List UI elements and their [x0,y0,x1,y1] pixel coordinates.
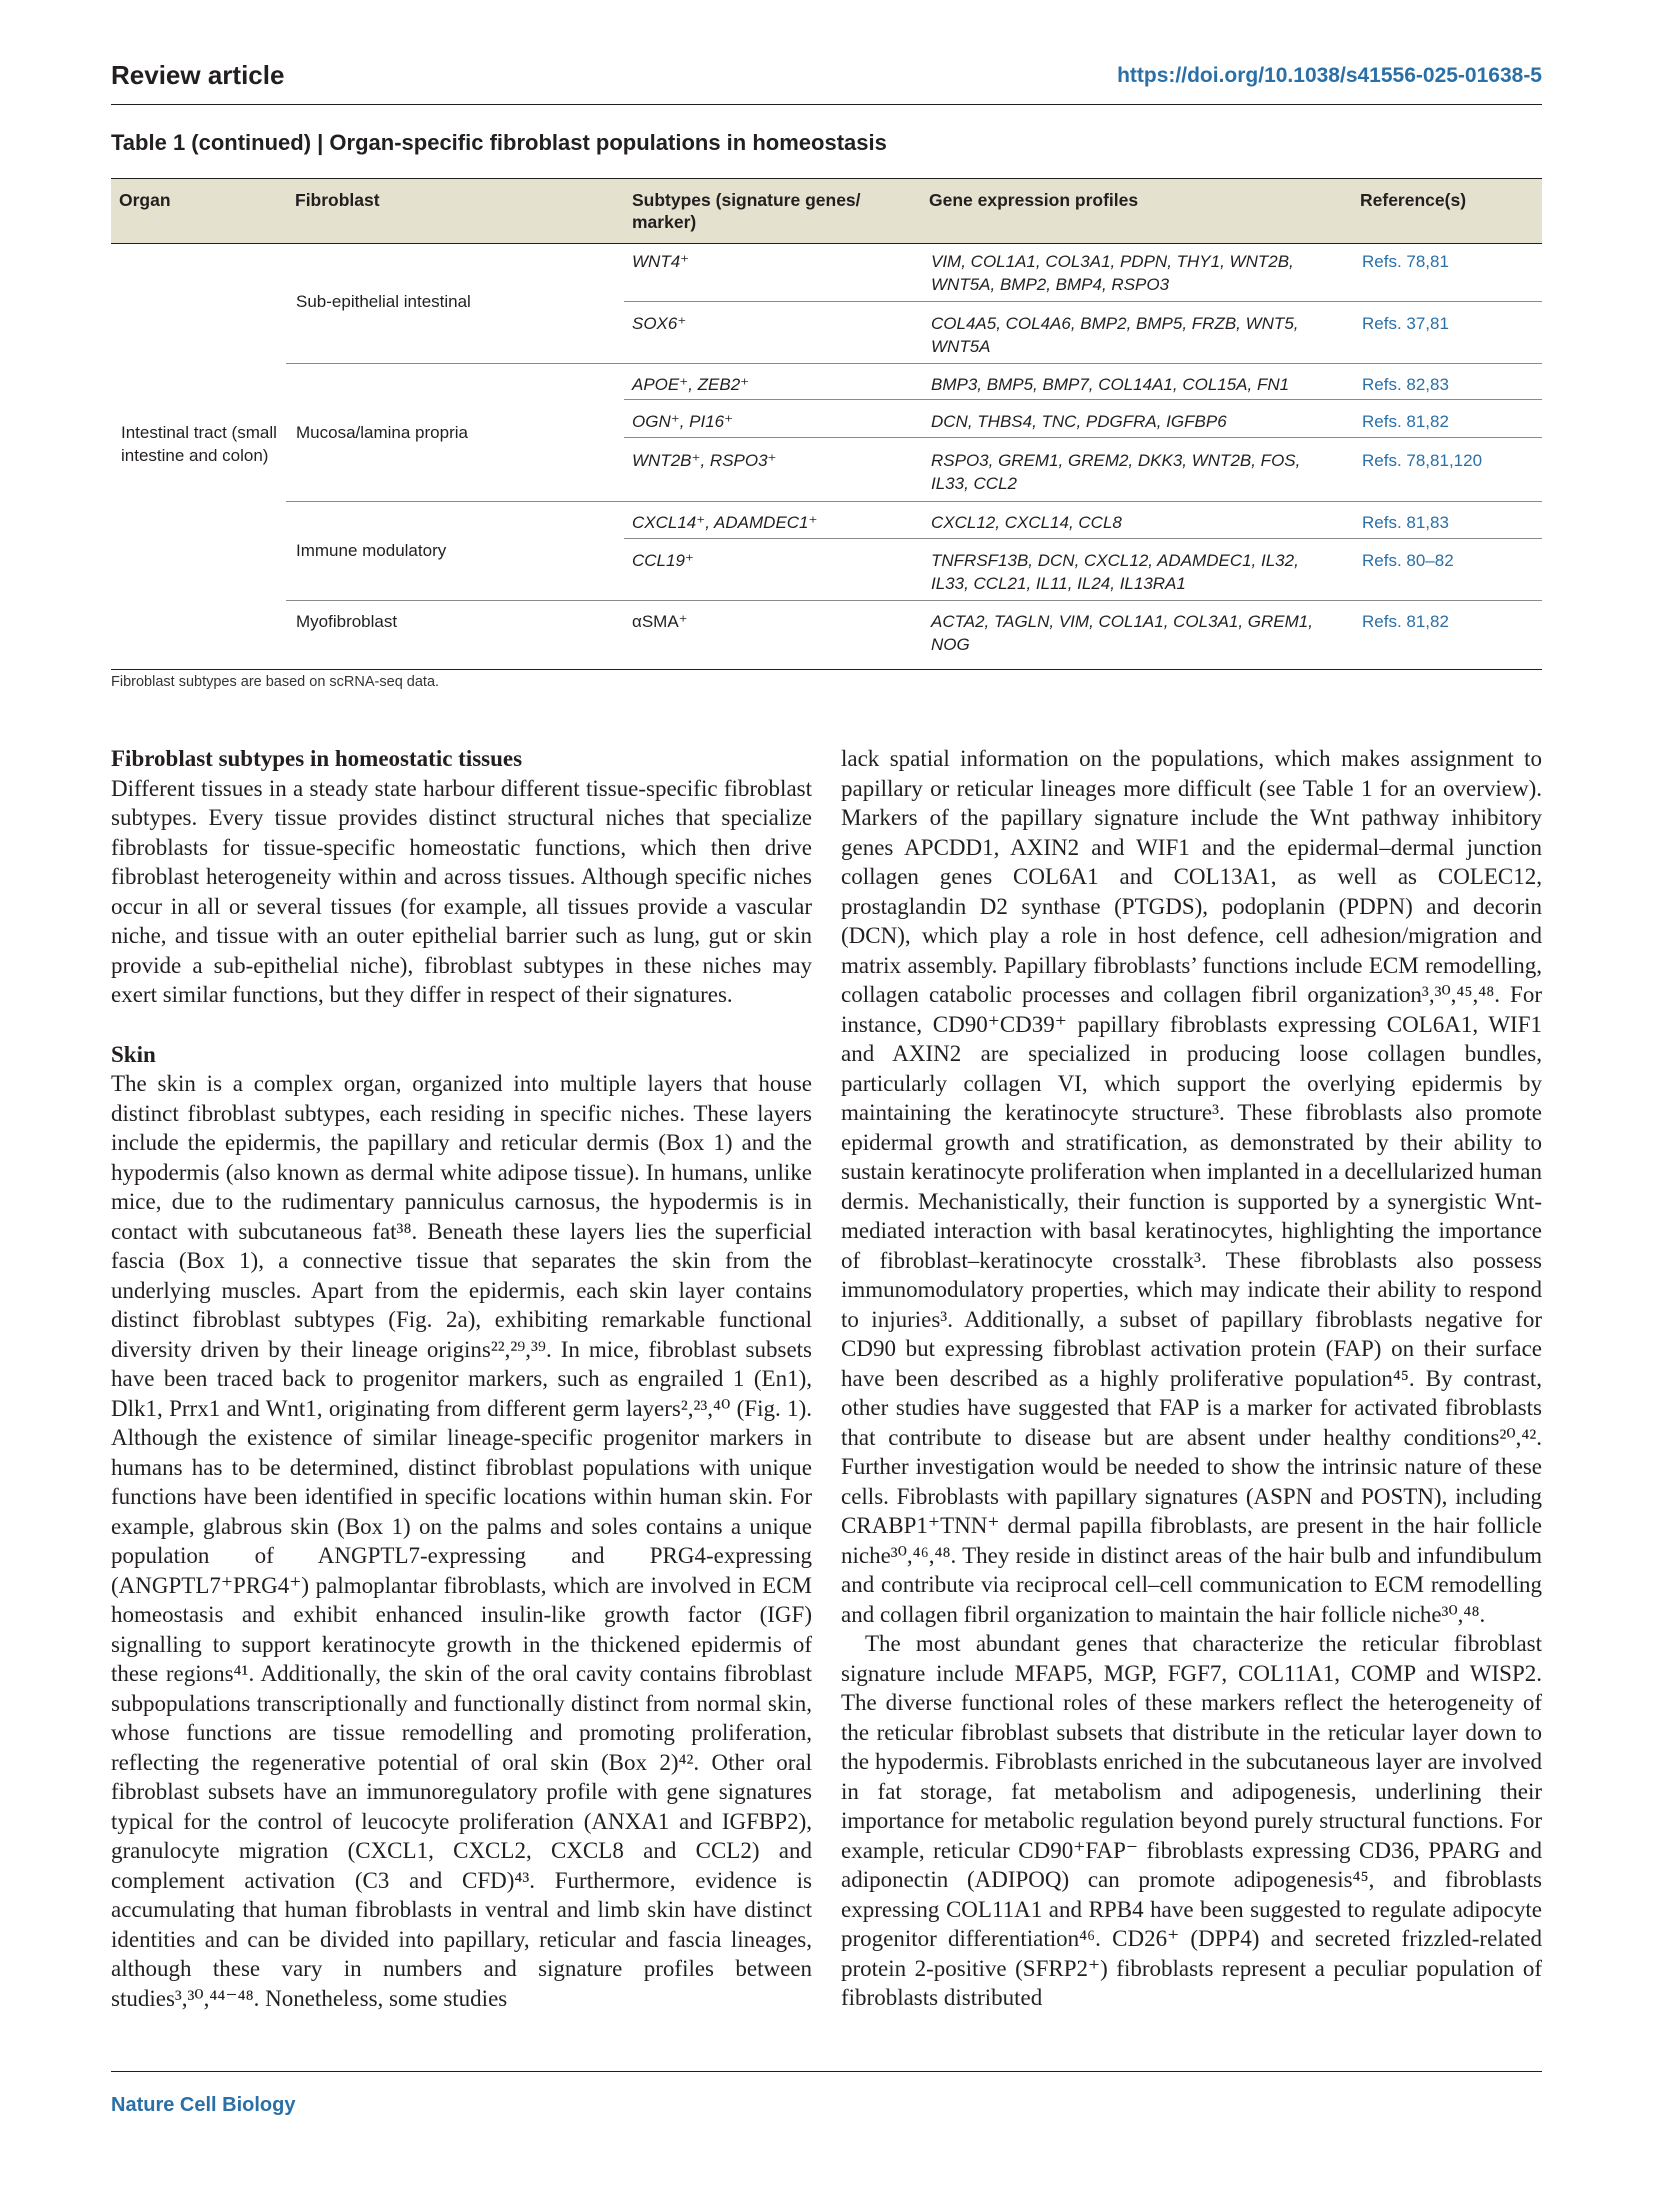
col-header-fibroblast: Fibroblast [295,190,380,210]
genes-cell: BMP3, BMP5, BMP7, COL14A1, COL15A, FN1 [931,375,1290,394]
genes-cell: VIM, COL1A1, COL3A1, PDPN, THY1, WNT2B, WNT5A, BMP2, BMP4, RSPO3 [931,252,1294,294]
paragraph-homeostatic: Different tissues in a steady state harbour different tissue-specific fibroblast subtypes. Every tissue provides distinct structural niches that specialize fibroblasts for tissue-specific homeostatic functions, which then drive fibroblast heterogeneity within and across tissues. Although specific niches occur in all or several tissues (for example, all tissues provide a vascular niche, and tissue with an outer epithelial barrier such as lung, gut or skin provide a sub-epithelial niche), fibroblast subtypes in these niches may exert similar functions, but they differ in respect of their signatures. [111,775,812,1007]
group-divider [286,501,1542,502]
journal-name[interactable]: Nature Cell Biology [111,2094,296,2116]
row-divider [624,399,1542,400]
section-heading-homeostatic: Fibroblast subtypes in homeostatic tissues [111,746,523,771]
subtype-cell: APOE⁺, ZEB2⁺ [632,375,750,394]
subtype-cell: OGN⁺, PI16⁺ [632,412,734,431]
fibroblast-cell: Immune modulatory [296,541,447,560]
spacer [111,1010,812,1040]
subtype-cell: αSMA⁺ [632,612,688,631]
fibroblast-cell: Mucosa/lamina propria [296,423,468,442]
paragraph-papillary: lack spatial information on the populations, which makes assignment to papillary or reticular lineages more difficult (see Table 1 for an overview). Markers of the papillary signature include the Wnt pathway inhibitory genes APCDD1, AXIN2 and WIF1 and the epidermal–dermal junction collagen genes COL6A1 and COL13A1, as well as COLEC12, prostaglandin D2 synthase (PTGDS), podoplanin (PDPN) and decorin (DCN), which play a role in host defence, cell adhesion/migration and matrix assembly. Papillary fibroblasts’ functions include ECM remodelling, collagen catabolic processes and collagen fibril organization³,³⁰,⁴⁵,⁴⁸. For instance, CD90⁺CD39⁺ papillary fibroblasts expressing COL6A1, WIF1 and AXIN2 are specialized in producing loose collagen bundles, particularly collagen VI, which support the overlying epidermis by maintaining the keratinocyte structure³. These fibroblasts also promote epidermal growth and stratification, as demonstrated by their ability to sustain keratinocyte proliferation when implanted in a decellularized human dermis. Mechanistically, their function is supported by a synergistic Wnt-mediated interaction with basal keratinocytes, highlighting the importance of fibroblast–keratinocyte crosstalk³. These fibroblasts also possess immunomodulatory properties, which may indicate their ability to respond to injuries³. Additionally, a subset of papillary fibroblasts negative for CD90 but expressing fibroblast activation protein (FAP) on their surface have been described as a highly proliferative population⁴⁵. By contrast, other studies have suggested that FAP is a marker for activated fibroblasts that contribute to disease but are absent under healthy conditions²⁰,⁴². Further investigation would be needed to show the intrinsic nature of these cells. Fibroblasts with papillary signatures (ASPN and POSTN), including CRABP1⁺TNN⁺ dermal papilla fibroblasts, are present in the hair follicle niche³⁰,⁴⁶,⁴⁸. They reside in distinct areas of the hair bulb and infundibulum and contribute via reciprocal cell–cell communication to ECM remodelling and collagen fibril organization to maintain the hair follicle niche³⁰,⁴⁸. [841,746,1542,1627]
subtype-cell: WNT4⁺ [632,252,690,271]
section-heading-skin: Skin [111,1041,156,1067]
subtype-cell: CXCL14⁺, ADAMDEC1⁺ [632,513,818,532]
subtype-cell: SOX6⁺ [632,314,687,333]
table-header [111,178,1542,244]
refs-cell[interactable]: Refs. 81,82 [1362,612,1449,631]
genes-cell: COL4A5, COL4A6, BMP2, BMP5, FRZB, WNT5, WNT5A [931,314,1299,356]
row-divider [624,301,1542,302]
page-header [111,58,1542,105]
col-header-subtypes: Subtypes (signature genes/ marker) [632,190,861,232]
refs-cell[interactable]: Refs. 80–82 [1362,551,1454,570]
table-body [111,244,1542,670]
refs-cell[interactable]: Refs. 78,81 [1362,252,1449,271]
fibroblast-cell: Myofibroblast [296,612,398,631]
fibroblast-table [111,178,1542,670]
organ-cell: Intestinal tract (small intestine and colon) [121,423,277,465]
refs-cell[interactable]: Refs. 82,83 [1362,375,1449,394]
genes-cell: CXCL12, CXCL14, CCL8 [931,513,1122,532]
subtype-cell: WNT2B⁺, RSPO3⁺ [632,451,777,470]
left-column [111,744,812,2013]
paragraph-skin: The skin is a complex organ, organized into multiple layers that house distinct fibroblast subtypes, each residing in specific niches. These layers include the epidermis, the papillary and reticular dermis (Box 1) and the hypodermis (also known as dermal white adipose tissue). In humans, unlike mice, due to the rudimentary panniculus carnosus, the hypodermis is in contact with subcutaneous fat³⁸. Beneath these layers lies the superficial fascia (Box 1), a connective tissue that separates the skin from the underlying muscles. Apart from the epidermis, each skin layer contains distinct fibroblast subtypes (Fig. 2a), exhibiting remarkable functional diversity driven by their lineage origins²²,²⁹,³⁹. In mice, fibroblast subsets have been traced back to progenitor markers, such as engrailed 1 (En1), Dlk1, Prrx1 and Wnt1, originating from different germ layers²,²³,⁴⁰ (Fig. 1). Although the existence of similar lineage-specific progenitor markers in humans has to be determined, distinct fibroblast populations with unique functions have been identified in specific locations within human skin. For example, glabrous skin (Box 1) on the palms and soles contains a unique population of ANGPTL7-expressing and PRG4-expressing (ANGPTL7⁺PRG4⁺) palmoplantar fibroblasts, which are involved in ECM homeostasis and exhibit enhanced insulin-like growth factor (IGF) signalling to support keratinocyte growth in the thickened epidermis of these regions⁴¹. Additionally, the skin of the oral cavity contains fibroblast subpopulations transcriptionally and functionally distinct from normal skin, whose functions are tissue remodelling and promoting proliferation, reflecting the regenerative potential of oral skin (Box 2)⁴². Other oral fibroblast subsets have an immunoregulatory profile with gene signatures typical for the control of leucocyte proliferation (ANXA1 and IGFBP2), granulocyte migration (CXCL1, CXCL2, CXCL8 and CCL2) and complement activation (C3 and CFD)⁴³. Furthermore, evidence is accumulating that human fibroblasts in ventral and limb skin have distinct identities and can be divided into papillary, reticular and fascia lineages, although these vary in numbers and signature profiles between studies³,³⁰,⁴⁴⁻⁴⁸. Nonetheless, some studies [111,1071,812,2011]
paragraph-reticular: The most abundant genes that characterize the reticular fibroblast signature include MFAP5, MGP, FGF7, COL11A1, COMP and WISP2. The diverse functional roles of these markers reflect the heterogeneity of the reticular fibroblast subsets that distribute in the reticular layer down to the hypodermis. Fibroblasts enriched in the subcutaneous layer are involved in fat storage, fat metabolism and adipogenesis, underlining their importance for metabolic regulation beyond purely structural functions. For example, reticular CD90⁺FAP⁻ fibroblasts expressing CD36, PPARG and adiponectin (ADIPOQ) can promote adipogenesis⁴⁵, and fibroblasts expressing COL11A1 and RPB4 have been suggested to regulate adipocyte progenitor differentiation⁴⁶. CD26⁺ (DPP4) and secreted frizzled-related protein 2-positive (SFRP2⁺) fibroblasts represent a peculiar population of fibroblasts distributed [841,1631,1542,2010]
genes-cell: DCN, THBS4, TNC, PDGFRA, IGFBP6 [931,412,1227,431]
refs-cell[interactable]: Refs. 81,83 [1362,513,1449,532]
row-divider [624,437,1542,438]
table-caption: Table 1 (continued) | Organ-specific fibroblast populations in homeostasis [111,130,887,155]
group-divider [286,363,1542,364]
col-header-references: Reference(s) [1360,190,1467,210]
fibroblast-cell: Sub-epithelial intestinal [296,292,471,311]
refs-cell[interactable]: Refs. 37,81 [1362,314,1449,333]
genes-cell: TNFRSF13B, DCN, CXCL12, ADAMDEC1, IL32, IL33, CCL21, IL11, IL24, IL13RA1 [931,551,1299,593]
refs-cell[interactable]: Refs. 81,82 [1362,412,1449,431]
page-footer [111,2071,1542,2116]
genes-cell: ACTA2, TAGLN, VIM, COL1A1, COL3A1, GREM1, NOG [931,612,1313,654]
row-divider [624,538,1542,539]
col-header-gene-expression: Gene expression profiles [929,190,1139,210]
right-column [841,744,1542,2013]
col-header-organ: Organ [119,190,171,210]
doi-link[interactable]: https://doi.org/10.1038/s41556-025-01638-5 [1117,64,1542,87]
group-divider [286,600,1542,601]
article-type: Review article [111,60,285,90]
refs-cell[interactable]: Refs. 78,81,120 [1362,451,1483,470]
table-footnote: Fibroblast subtypes are based on scRNA-seq data. [111,674,440,690]
subtype-cell: CCL19⁺ [632,551,694,570]
genes-cell: RSPO3, GREM1, GREM2, DKK3, WNT2B, FOS, IL33, CCL2 [931,451,1301,493]
